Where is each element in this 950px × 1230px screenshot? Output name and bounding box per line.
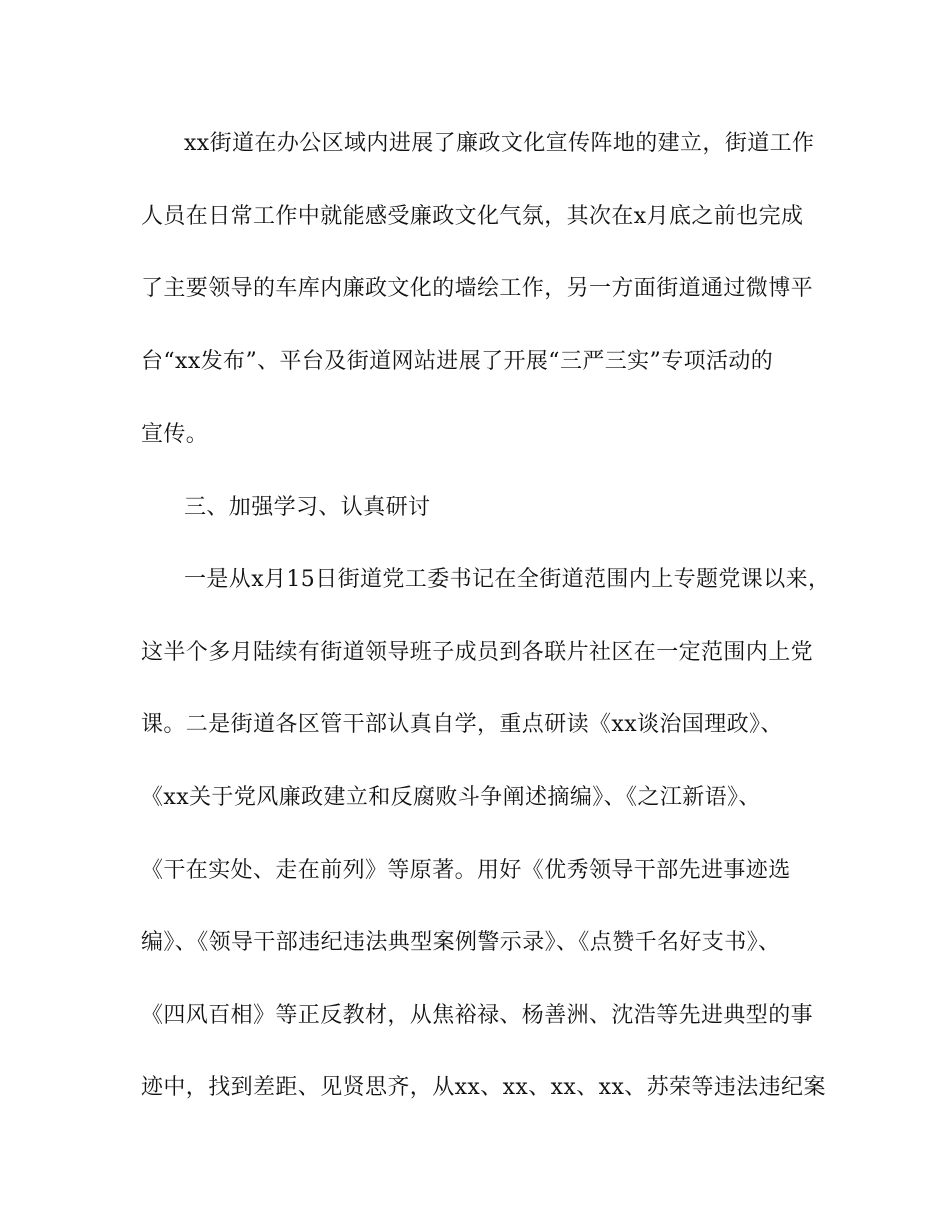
paragraph-line: 台“xx发布”、平台及街道网站进展了开展“三严三实”专项活动的 xyxy=(141,349,774,374)
paragraph-line: 编》、《领导干部违纪违法典型案例警示录》、《点赞千名好支书》、 xyxy=(141,930,781,955)
paragraph-line: 《xx关于党风廉政建立和反腐败斗争阐述摘编》、《之江新语》、 xyxy=(141,785,761,810)
paragraph-line: 了主要领导的车库内廉政文化的墙绘工作，另一方面街道通过微博平 xyxy=(141,276,814,301)
paragraph-line: 迹中，找到差距、见贤思齐，从xx、xx、xx、xx、苏荣等违法违纪案 xyxy=(141,1075,826,1100)
paragraph-line: 这半个多月陆续有街道领导班子成员到各联片社区在一定范围内上党 xyxy=(141,640,814,665)
paragraph-line: xx街道在办公区域内进展了廉政文化宣传阵地的建立，街道工作 xyxy=(184,131,815,156)
paragraph-line: 宣传。 xyxy=(141,422,209,447)
paragraph-line: 课。二是街道各区管干部认真自学，重点研读《xx谈治国理政》、 xyxy=(141,712,783,737)
paragraph-line: 人员在日常工作中就能感受廉政文化气氛，其次在x月底之前也完成 xyxy=(141,204,804,229)
paragraph-line: 《四风百相》等正反教材，从焦裕禄、杨善洲、沈浩等先进典型的事 xyxy=(141,1003,814,1028)
paragraph-line: 《干在实处、走在前列》等原著。用好《优秀领导干部先进事迹选 xyxy=(141,858,791,883)
section-heading: 三、加强学习、认真研讨 xyxy=(184,495,431,520)
paragraph-line: 一是从x月15日街道党工委书记在全街道范围内上专题党课以来， xyxy=(184,567,831,592)
